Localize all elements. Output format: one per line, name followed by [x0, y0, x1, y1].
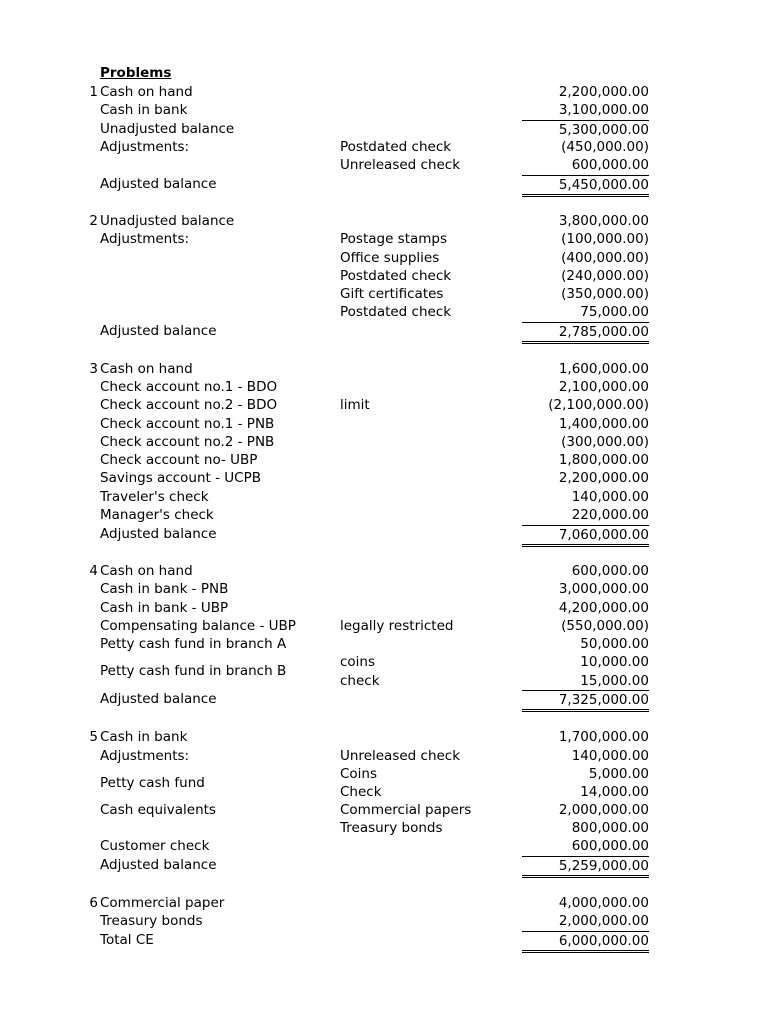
row-amount: 2,200,000.00: [558, 84, 649, 100]
row-note: legally restricted: [340, 618, 454, 634]
table-row: [0, 525, 768, 543]
row-amount: 7,060,000.00: [522, 525, 649, 547]
table-row: [0, 728, 768, 746]
table-row: [0, 488, 768, 506]
row-amount: 2,000,000.00: [558, 802, 649, 818]
row-amount: 1,700,000.00: [558, 729, 649, 745]
row-amount: 5,450,000.00: [522, 175, 649, 197]
row-note: Gift certificates: [340, 286, 444, 302]
row-label: Check account no.1 - BDO: [100, 379, 278, 395]
table-row: [0, 249, 768, 267]
row-note: Unreleased check: [340, 748, 461, 764]
table-row: [0, 783, 768, 801]
table-row: [0, 599, 768, 617]
table-row: [0, 506, 768, 524]
table-row: [0, 322, 768, 340]
table-row: [0, 469, 768, 487]
row-label: Cash on hand: [100, 563, 193, 579]
table-row: [0, 690, 768, 708]
row-amount: 600,000.00: [571, 563, 649, 579]
table-row: [0, 378, 768, 396]
row-amount: (100,000.00): [561, 231, 649, 247]
row-label: Cash on hand: [100, 361, 193, 377]
table-row: [0, 837, 768, 855]
row-note: Commercial papers: [340, 802, 472, 818]
row-note: Office supplies: [340, 250, 440, 266]
row-amount: 75,000.00: [580, 304, 649, 320]
row-label: Check account no- UBP: [100, 452, 258, 468]
table-row: [0, 819, 768, 837]
row-amount: 3,100,000.00: [558, 102, 649, 118]
row-amount: (550,000.00): [561, 618, 649, 634]
table-row: [0, 580, 768, 598]
table-row: [0, 83, 768, 101]
row-amount: 50,000.00: [580, 636, 649, 652]
table-row: [0, 267, 768, 285]
row-amount: (240,000.00): [561, 268, 649, 284]
row-amount: 800,000.00: [571, 820, 649, 836]
row-label: Customer check: [100, 838, 210, 854]
row-amount: 3,000,000.00: [558, 581, 649, 597]
row-amount: (450,000.00): [561, 139, 649, 155]
row-amount: 220,000.00: [571, 507, 649, 523]
row-amount: 2,100,000.00: [558, 379, 649, 395]
table-row: [0, 396, 768, 414]
row-label: Commercial paper: [100, 895, 225, 911]
row-label: Adjusted balance: [100, 323, 217, 339]
row-label: Adjusted balance: [100, 691, 217, 707]
merged-label-petty-cash-branch-b: Petty cash fund in branch B: [100, 663, 287, 679]
row-label: Check account no.1 - PNB: [100, 416, 275, 432]
problem-number: 1: [89, 84, 98, 100]
table-row: [0, 562, 768, 580]
row-label: Cash in bank - PNB: [100, 581, 229, 597]
row-amount: (400,000.00): [561, 250, 649, 266]
row-note: Postage stamps: [340, 231, 448, 247]
row-amount: (2,100,000.00): [548, 397, 649, 413]
row-amount: 600,000.00: [571, 157, 649, 173]
row-label: Adjustments:: [100, 139, 190, 155]
row-amount: (300,000.00): [561, 434, 649, 450]
row-label: Compensating balance - UBP: [100, 618, 296, 634]
table-row: [0, 451, 768, 469]
row-note: check: [340, 673, 380, 689]
table-row: [0, 230, 768, 248]
row-amount: 7,325,000.00: [522, 690, 649, 712]
table-row: [0, 747, 768, 765]
row-amount: 1,600,000.00: [558, 361, 649, 377]
table-row: [0, 138, 768, 156]
row-label: Unadjusted balance: [100, 213, 235, 229]
problem-number: 2: [89, 213, 98, 229]
row-note: Postdated check: [340, 304, 452, 320]
table-row: [0, 931, 768, 949]
table-row: [0, 120, 768, 138]
merged-label-petty-cash-fund: Petty cash fund: [100, 775, 205, 791]
table-row: [0, 765, 768, 783]
table-row: [0, 912, 768, 930]
row-amount: 4,200,000.00: [558, 600, 649, 616]
table-row: [0, 433, 768, 451]
row-label: Adjustments:: [100, 231, 190, 247]
row-amount: 4,000,000.00: [558, 895, 649, 911]
table-row: [0, 212, 768, 230]
table-row: [0, 801, 768, 819]
row-label: Traveler's check: [100, 489, 209, 505]
table-row: [0, 617, 768, 635]
row-amount: 1,400,000.00: [558, 416, 649, 432]
row-label: Total CE: [100, 932, 154, 948]
row-amount: 600,000.00: [571, 838, 649, 854]
row-amount: 140,000.00: [571, 489, 649, 505]
table-row: [0, 894, 768, 912]
row-note: Unreleased check: [340, 157, 461, 173]
sheet-heading: Problems: [100, 65, 172, 81]
table-row: [0, 415, 768, 433]
row-label: Treasury bonds: [100, 913, 203, 929]
row-label: Adjusted balance: [100, 526, 217, 542]
row-label: Petty cash fund in branch A: [100, 636, 287, 652]
row-amount: 6,000,000.00: [522, 931, 649, 953]
row-note: Postdated check: [340, 268, 452, 284]
row-amount: 3,800,000.00: [558, 213, 649, 229]
table-row: [0, 360, 768, 378]
row-label: Check account no.2 - PNB: [100, 434, 275, 450]
row-amount: 5,300,000.00: [522, 120, 649, 139]
row-label: Adjusted balance: [100, 176, 217, 192]
row-amount: (350,000.00): [561, 286, 649, 302]
row-amount: 5,000.00: [588, 766, 649, 782]
row-label: Cash in bank - UBP: [100, 600, 229, 616]
row-label: Adjustments:: [100, 748, 190, 764]
row-amount: 14,000.00: [580, 784, 649, 800]
row-note: limit: [340, 397, 370, 413]
row-amount: 140,000.00: [571, 748, 649, 764]
row-label: Cash on hand: [100, 84, 193, 100]
table-row: [0, 156, 768, 174]
row-label: Cash in bank: [100, 102, 188, 118]
row-amount: 2,200,000.00: [558, 470, 649, 486]
problem-number: 6: [89, 895, 98, 911]
row-amount: 5,259,000.00: [522, 856, 649, 878]
table-row: [0, 635, 768, 653]
row-amount: 15,000.00: [580, 673, 649, 689]
table-row: [0, 653, 768, 671]
table-row: [0, 175, 768, 193]
row-label: Cash equivalents: [100, 802, 216, 818]
row-note: Postdated check: [340, 139, 452, 155]
problem-number: 4: [89, 563, 98, 579]
row-label: Unadjusted balance: [100, 121, 235, 137]
row-label: Check account no.2 - BDO: [100, 397, 278, 413]
row-label: Savings account - UCPB: [100, 470, 261, 486]
row-label: Cash in bank: [100, 729, 188, 745]
row-label: Adjusted balance: [100, 857, 217, 873]
row-note: Check: [340, 784, 382, 800]
table-row: [0, 303, 768, 321]
row-amount: 2,785,000.00: [522, 322, 649, 344]
row-label: Manager's check: [100, 507, 214, 523]
problem-number: 5: [89, 729, 98, 745]
table-row: [0, 101, 768, 119]
table-row: [0, 285, 768, 303]
table-row: [0, 672, 768, 690]
problem-number: 3: [89, 361, 98, 377]
row-note: Coins: [340, 766, 378, 782]
row-amount: 10,000.00: [580, 654, 649, 670]
table-row: [0, 856, 768, 874]
row-amount: 2,000,000.00: [558, 913, 649, 929]
row-note: Treasury bonds: [340, 820, 443, 836]
row-amount: 1,800,000.00: [558, 452, 649, 468]
row-note: coins: [340, 654, 376, 670]
